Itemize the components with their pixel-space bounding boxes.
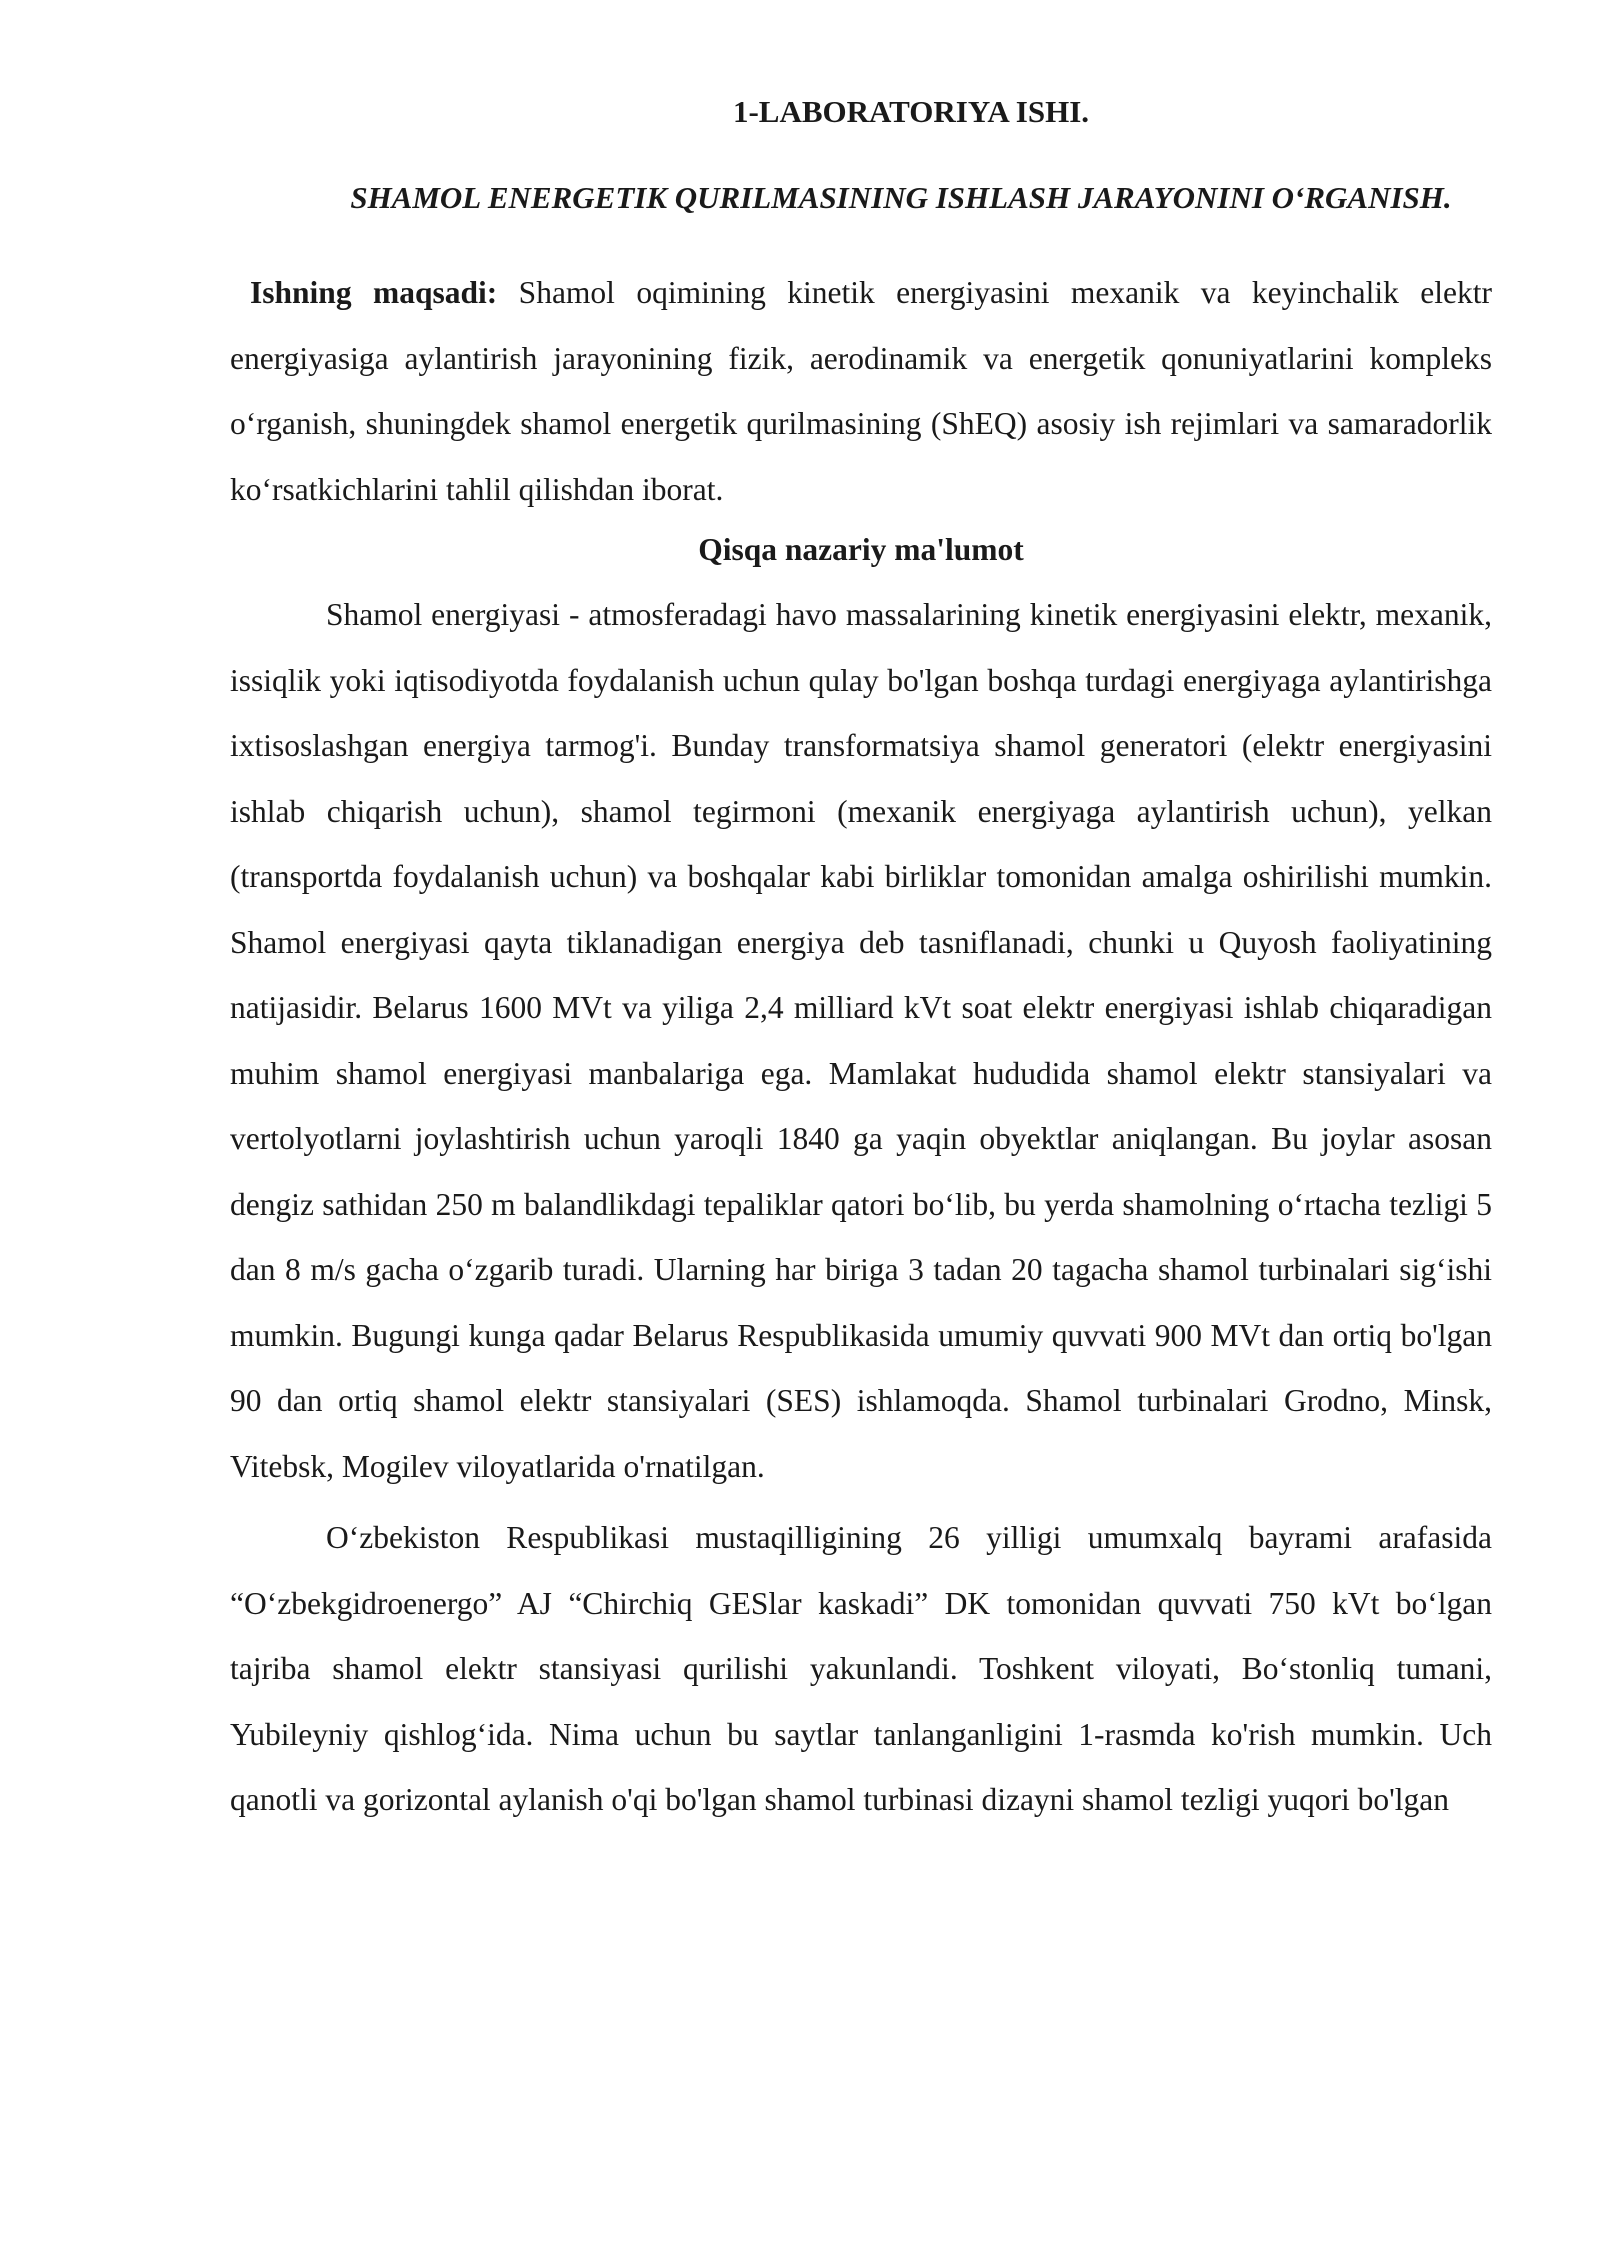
body-paragraph-1: Shamol energiyasi - atmosferadagi havo massalarining kinetik energiyasini elektr, mexanik, issiqlik yoki iqtisodiyotda foydalanish uchun qulay bo'lgan boshqa turdagi energiyaga aylantirishga ixtisoslashgan energiya tarmog'i. Bunday transformatsiya shamol generatori (elektr energiyasini ishlab chiqarish uchun), shamol tegirmoni (mexanik energiyaga aylantirish uchun), yelkan (transportda foydalanish uchun) va boshqalar kabi birliklar tomonidan amalga oshirilishi mumkin. Shamol energiyasi qayta tiklanadigan energiya deb tasniflanadi, chunki u Quyosh faoliyatining natijasidir. Belarus 1600 MVt va yiliga 2,4 milliard kVt soat elektr energiyasi ishlab chiqaradigan muhim shamol energiyasi manbalariga ega. Mamlakat hududida shamol elektr stansiyalari va vertolyotlarni joylashtirish uchun yaroqli 1840 ga yaqin obyektlar aniqlangan. Bu joylar asosan dengiz sathidan 250 m balandlikdagi tepaliklar qatori bo‘lib, bu yerda shamolning o‘rtacha tezligi 5 dan 8 m/s gacha o‘zgarib turadi. Ularning har biriga 3 tadan 20 tagacha shamol turbinalari sig‘ishi mumkin. Bugungi kunga qadar Belarus Respublikasida umumiy quvvati 900 MVt dan ortiq bo'lgan 90 dan ortiq shamol elektr stansiyalari (SES) ishlamoqda. Shamol turbinalari Grodno, Minsk, Vitebsk, Mogilev viloyatlarida o'rnatilgan. <box>230 597 1492 1484</box>
lab-subtitle: SHAMOL ENERGETIK QURILMASINING ISHLASH JARAYONINI O‘RGANISH. <box>350 180 1452 215</box>
lab-title: 1-LABORATORIYA ISHI. <box>732 94 1090 129</box>
aim-label: Ishning maqsadi: <box>250 275 498 310</box>
aim-paragraph <box>230 260 1492 522</box>
section-heading: Qisqa nazariy ma'lumot <box>698 532 1024 567</box>
body-paragraph-2: O‘zbekiston Respublikasi mustaqilligining 26 yilligi umumxalq bayrami arafasida “O‘zbekgidroenergo” AJ “Chirchiq GESlar kaskadi” DK tomonidan quvvati 750 kVt bo‘lgan tajriba shamol elektr stansiyasi qurilishi yakunlandi. Toshkent viloyati, Bo‘stonliq tumani, Yubileyniy qishlog‘ida. Nima uchun bu saytlar tanlanganligini 1-rasmda ko'rish mumkin. Uch qanotli va gorizontal aylanish o'qi bo'lgan shamol turbinasi dizayni shamol tezligi yuqori bo'lgan <box>230 1520 1492 1817</box>
aim-text: Shamol oqimining kinetik energiyasini mexanik va keyinchalik elektr energiyasiga aylantirish jarayonining fizik, aerodinamik va energetik qonuniyatlarini kompleks o‘rganish, shuningdek shamol energetik qurilmasining (ShEQ) asosiy ish rejimlari va samaradorlik ko‘rsatkichlarini tahlil qilishdan iborat. <box>230 275 1492 507</box>
document-body <box>230 90 1492 1833</box>
